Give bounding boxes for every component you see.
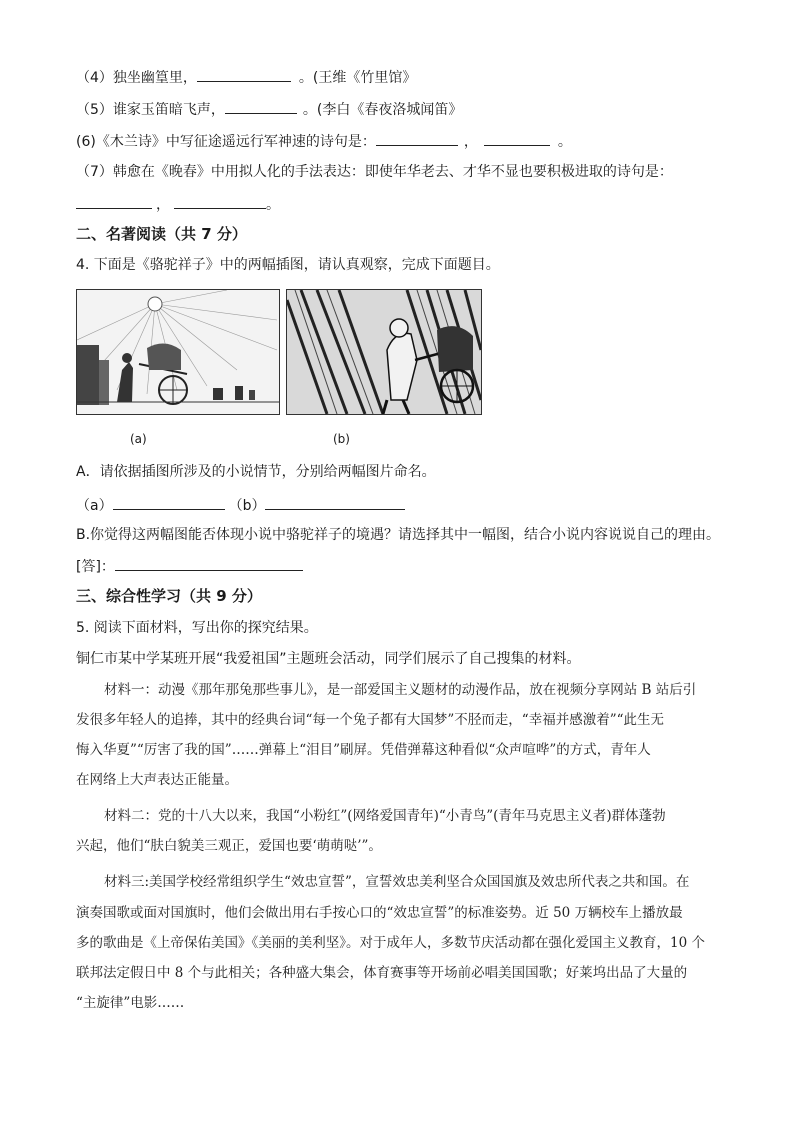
section3-q5: 5. 阅读下面材料，写出你的探究结果。 xyxy=(76,620,318,636)
poem-q4 xyxy=(76,66,416,88)
qa-blank-a[interactable] xyxy=(113,494,225,510)
qa-label-b: （b） xyxy=(228,498,266,514)
poem-q6-blank-2[interactable] xyxy=(484,130,550,146)
section2-qb: B.你觉得这两幅图能否体现小说中骆驼祥子的境遇？请选择其中一幅图，结合小说内容说说自己的理由。 xyxy=(76,527,721,543)
material1-line4: 在网络上大声表达正能量。 xyxy=(76,772,238,788)
answer-blank[interactable] xyxy=(115,555,303,571)
section2-qa-answers xyxy=(76,494,405,516)
poem-q6-blank-1[interactable] xyxy=(376,130,458,146)
material2-line1: 材料二：党的十八大以来，我国“小粉红”(网络爱国青年)“小青鸟”(青年马克思主义者)群体蓬勃 xyxy=(104,808,666,824)
poem-q5-text: （5）谁家玉笛暗飞声， xyxy=(76,102,225,118)
poem-q4-blank[interactable] xyxy=(197,66,291,82)
poem-q7 xyxy=(76,162,673,182)
poem-q6-text: (6)《木兰诗》中写征途遥远行军神速的诗句是： xyxy=(76,134,376,150)
poem-q7-blank-1[interactable] xyxy=(76,193,152,209)
material3-line1: 材料三:美国学校经常组织学生“效忠宣誓”，宣誓效忠美利坚合众国国旗及效忠所代表之共和国。在 xyxy=(104,874,690,890)
caption-b: (b) xyxy=(333,432,350,446)
poem-q4-tail: 。(王维《竹里馆》 xyxy=(298,70,417,86)
illustration-a xyxy=(76,289,280,415)
material1-line1: 材料一：动漫《那年那兔那些事儿》，是一部爱国主义题材的动漫作品，放在视频分享网站 B 站后引 xyxy=(104,682,697,698)
poem-q7-mid: ， xyxy=(156,197,170,213)
poem-q7-text: （7）韩愈在《晚春》中用拟人化的手法表达：即使年华老去、才华不显也要积极进取的诗句是： xyxy=(76,164,673,180)
poem-q6 xyxy=(76,130,572,152)
section2-qa: A．请依据插图所涉及的小说情节，分别给两幅图片命名。 xyxy=(76,464,436,480)
material2-line2: 兴起，他们“肤白貌美三观正，爱国也要‘萌萌哒’”。 xyxy=(76,838,382,854)
poem-q6-mid: ， xyxy=(463,134,478,150)
illustration-b-drawing xyxy=(287,290,481,414)
material3-line2: 演奏国歌或面对国旗时，他们会做出用右手按心口的“效忠宣誓”的标准姿势。近 50 万辆校车上播放最 xyxy=(76,905,683,921)
illustration-b xyxy=(286,289,482,415)
section3-intro: 铜仁市某中学某班开展“我爱祖国”主题班会活动，同学们展示了自己搜集的材料。 xyxy=(76,651,581,667)
poem-q6-tail: 。 xyxy=(557,134,572,150)
poem-q5 xyxy=(76,98,462,120)
poem-q7-blank-2[interactable] xyxy=(174,193,266,209)
section2-answer xyxy=(76,555,303,577)
poem-q7-tail: 。 xyxy=(266,197,280,213)
qa-blank-b[interactable] xyxy=(265,494,405,510)
material3-line5: “主旋律”电影…… xyxy=(76,995,185,1011)
poem-q7-answer xyxy=(76,193,280,215)
poem-q5-tail: 。(李白《春夜洛城闻笛》 xyxy=(302,102,463,118)
poem-q4-text: （4）独坐幽篁里， xyxy=(76,70,197,86)
material1-line3: 悔入华夏”“厉害了我的国”……弹幕上“泪目”刷屏。凭借弹幕这种看似“众声喧哗”的方式，青年人 xyxy=(76,742,651,758)
qa-label-a: （a） xyxy=(76,498,113,514)
section2-q4: 4. 下面是《骆驼祥子》中的两幅插图，请认真观察，完成下面题目。 xyxy=(76,257,500,273)
material3-line3: 多的歌曲是《上帝保佑美国》《美丽的美利坚》。对于成年人，多数节庆活动都在强化爱国主义教育，10 个 xyxy=(76,935,705,951)
material1-line2: 发很多年轻人的追捧，其中的经典台词“每一个兔子都有大国梦”不胫而走，“幸福并感激着”“此生无 xyxy=(76,712,665,728)
poem-q5-blank[interactable] xyxy=(225,98,297,114)
section2-header: 二、名著阅读（共 7 分） xyxy=(76,225,247,243)
answer-label: [答]： xyxy=(76,559,115,575)
illustration-a-drawing xyxy=(77,290,279,414)
caption-a: (a) xyxy=(130,432,147,446)
section3-header: 三、综合性学习（共 9 分） xyxy=(76,587,262,605)
material3-line4: 联邦法定假日中 8 个与此相关；各种盛大集会，体育赛事等开场前必唱美国国歌；好莱坞出品了大量的 xyxy=(76,965,688,981)
